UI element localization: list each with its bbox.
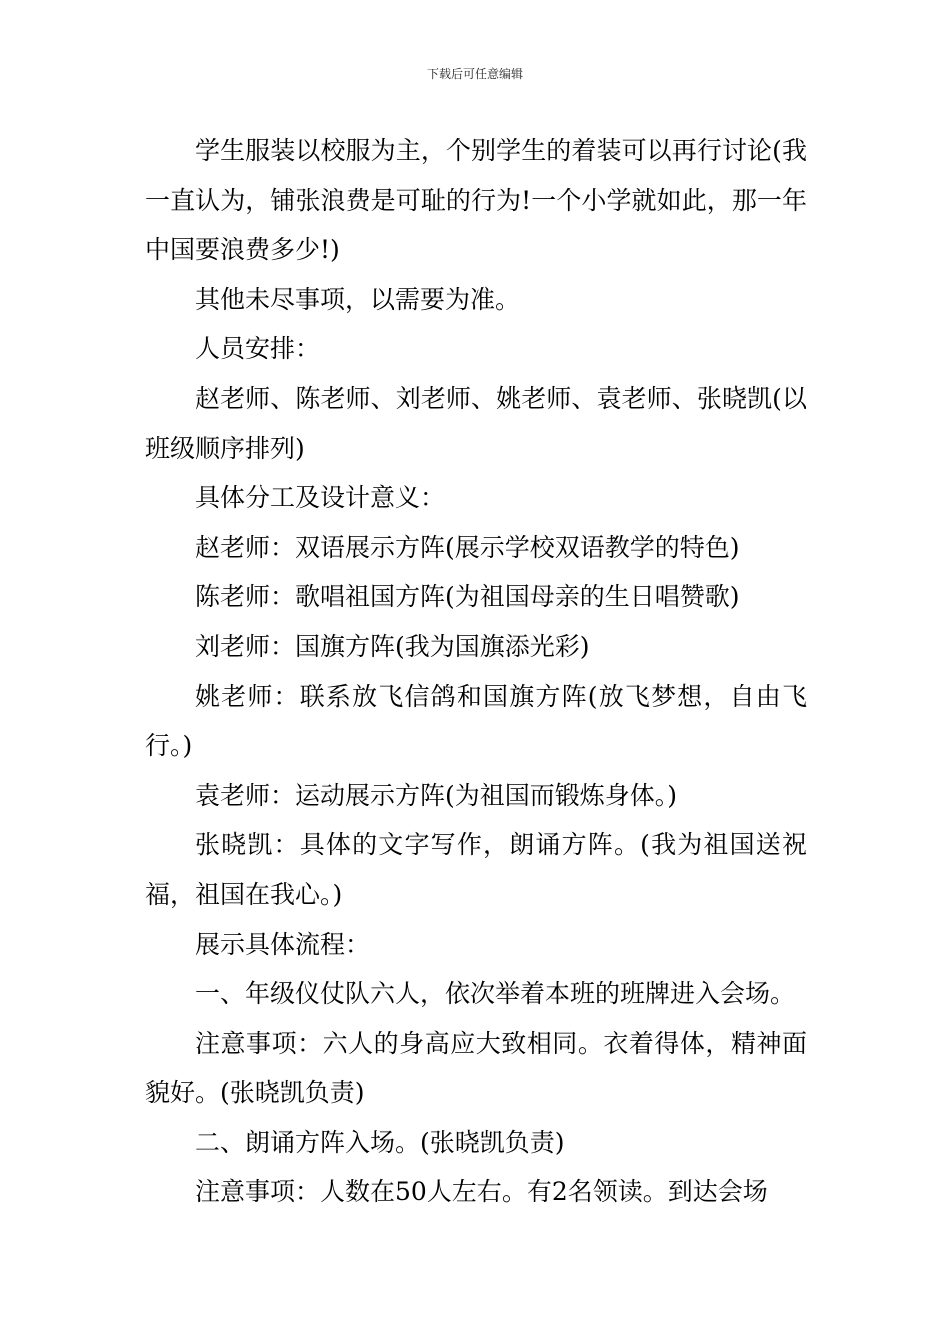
- paragraph-other-matters: 其他未尽事项，以需要为准。: [195, 284, 521, 314]
- paragraph-teacher-yao: 姚老师：联系放飞信鸽和国旗方阵(放飞梦想，自由飞行。): [145, 681, 807, 761]
- paragraph-zhang-xiaokai: 张晓凯：具体的文字写作，朗诵方阵。(我为祖国送祝福，祖国在我心。): [145, 830, 807, 909]
- paragraph-teacher-liu: 刘老师：国旗方阵(我为国旗添光彩): [195, 631, 590, 661]
- paragraph-step-one-notes: 注意事项：六人的身高应大致相同。衣着得体，精神面貌好。(张晓凯负责): [145, 1028, 807, 1108]
- paragraph-staffing-heading: 人员安排：: [195, 334, 321, 364]
- paragraph-division-heading: 具体分工及设计意义：: [195, 483, 446, 513]
- paragraph-step-two-notes: 注意事项：人数在50人左右。有2名领读。到达会场: [195, 1177, 768, 1207]
- paragraph-step-two: 二、朗诵方阵入场。(张晓凯负责): [195, 1127, 565, 1157]
- paragraph-staff-list: 赵老师、陈老师、刘老师、姚老师、袁老师、张晓凯(以班级顺序排列): [145, 383, 807, 463]
- paragraph-attire: 学生服装以校服为主，个别学生的着装可以再行讨论(我一直认为，铺张浪费是可耻的行为!一个小学就如此，那一年中国要浪费多少!): [145, 136, 807, 265]
- paragraph-teacher-yuan: 袁老师：运动展示方阵(为祖国而锻炼身体。): [195, 780, 678, 810]
- document-body: [145, 126, 807, 1217]
- paragraph-teacher-zhao: 赵老师：双语展示方阵(展示学校双语教学的特色): [195, 532, 740, 562]
- paragraph-teacher-chen: 陈老师：歌唱祖国方阵(为祖国母亲的生日唱赞歌): [195, 582, 740, 612]
- page-header: 下载后可任意编辑: [426, 67, 523, 81]
- paragraph-step-one: 一、年级仪仗队六人，依次举着本班的班牌进入会场。: [195, 979, 796, 1009]
- paragraph-process-heading: 展示具体流程：: [195, 929, 371, 959]
